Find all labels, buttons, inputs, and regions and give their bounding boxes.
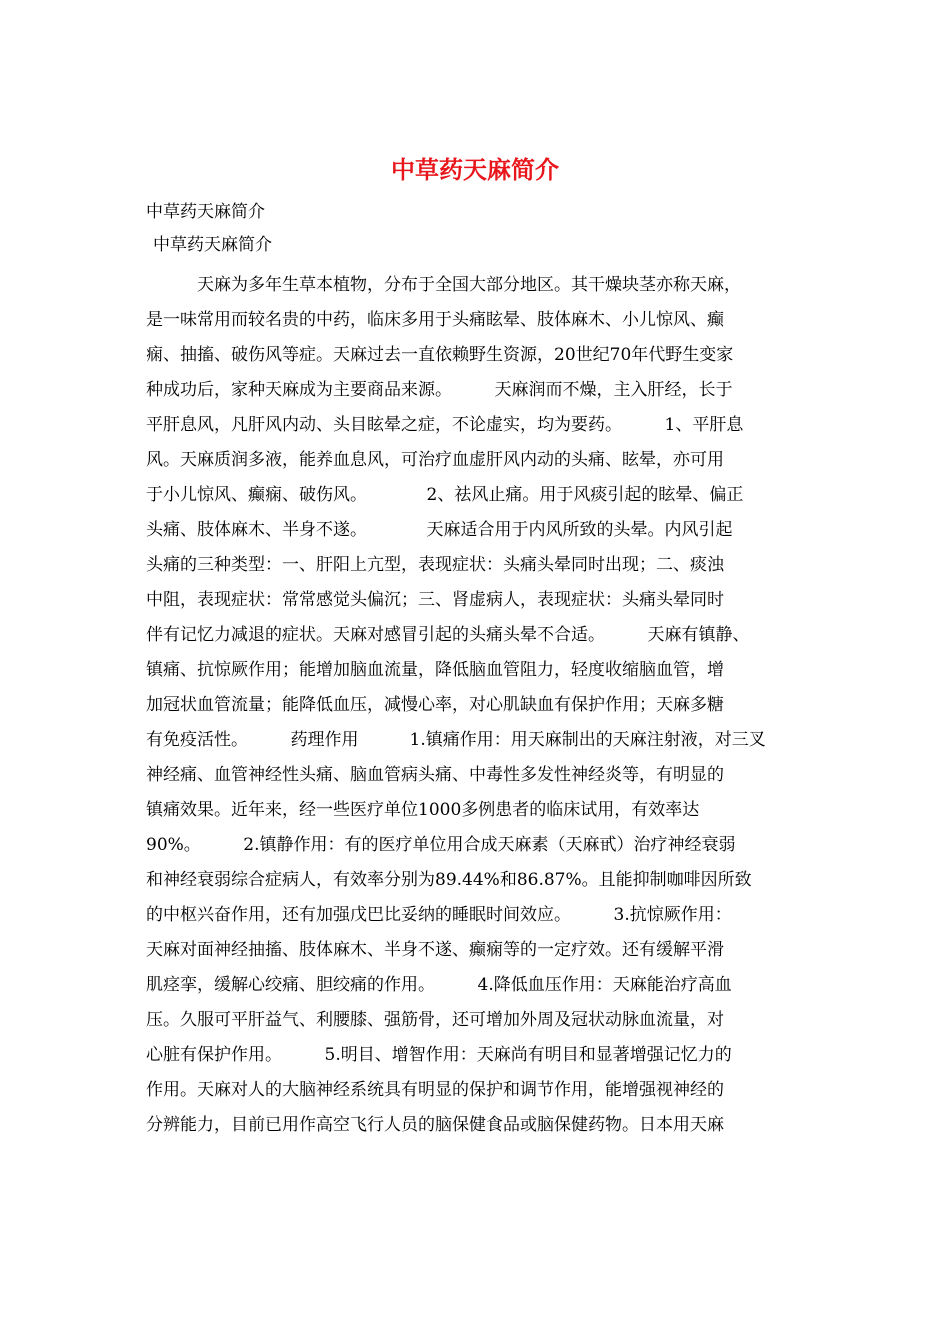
body-text-line: 风。天麻质润多液，能养血息风，可治疗血虚肝风内动的头痛、眩晕，亦可用: [146, 450, 724, 470]
document-title: 中草药天麻简介: [391, 155, 559, 184]
body-text-line: 头痛的三种类型：一、肝阳上亢型，表现症状：头痛头晕同时出现；二、痰浊: [146, 555, 724, 575]
body-text-line: 神经痛、血管神经性头痛、脑血管病头痛、中毒性多发性神经炎等，有明显的: [146, 765, 724, 785]
body-text-line: 镇痛、抗惊厥作用；能增加脑血流量，降低脑血管阻力，轻度收缩脑血管，增: [146, 660, 724, 680]
document-body: [146, 268, 826, 1143]
body-text-line: 的中枢兴奋作用，还有加强戊巴比妥纳的睡眠时间效应。 3.抗惊厥作用：: [146, 905, 732, 925]
body-text-line: 是一味常用而较名贵的中药，临床多用于头痛眩晕、肢体麻木、小儿惊风、癫: [146, 310, 724, 330]
body-text-line: 加冠状血管流量；能降低血压，减慢心率，对心肌缺血有保护作用；天麻多糖: [146, 695, 724, 715]
body-text-line: 分辨能力，目前已用作高空飞行人员的脑保健食品或脑保健药物。日本用天麻: [146, 1115, 724, 1135]
body-text-line: 90%。 2.镇静作用：有的医疗单位用合成天麻素（天麻甙）治疗神经衰弱: [146, 835, 736, 855]
body-text-line: 作用。天麻对人的大脑神经系统具有明显的保护和调节作用，能增强视神经的: [146, 1080, 724, 1100]
body-text-line: 中阻，表现症状：常常感觉头偏沉；三、肾虚病人，表现症状：头痛头晕同时: [146, 590, 724, 610]
body-text-line: 压。久服可平肝益气、利腰膝、强筋骨，还可增加外周及冠状动脉血流量，对: [146, 1010, 724, 1030]
body-text-line: 伴有记忆力减退的症状。天麻对感冒引起的头痛头晕不合适。 天麻有镇静、: [146, 625, 750, 645]
document-subtitle-repeat: 中草药天麻简介: [153, 235, 272, 255]
body-text-line: 于小儿惊风、癫痫、破伤风。 2、祛风止痛。用于风痰引起的眩晕、偏正: [146, 485, 744, 505]
body-text-line: 天麻对面神经抽搐、肢体麻木、半身不遂、癫痫等的一定疗效。还有缓解平滑: [146, 940, 724, 960]
body-text-line: 镇痛效果。近年来，经一些医疗单位1000多例患者的临床试用，有效率达: [146, 800, 700, 820]
body-text-line: 平肝息风，凡肝风内动、头目眩晕之症，不论虚实，均为要药。 1、平肝息: [146, 415, 744, 435]
document-subtitle: 中草药天麻简介: [146, 202, 265, 222]
body-text-line: 和神经衰弱综合症病人，有效率分别为89.44%和86.87%。且能抑制咖啡因所致: [146, 870, 752, 890]
body-text-line: 痫、抽搐、破伤风等症。天麻过去一直依赖野生资源，20世纪70年代野生变家: [146, 345, 734, 365]
body-text-line: 种成功后，家种天麻成为主要商品来源。 天麻润而不燥，主入肝经，长于: [146, 380, 733, 400]
body-text-line: 天麻为多年生草本植物，分布于全国大部分地区。其干燥块茎亦称天麻，: [146, 275, 741, 295]
body-text-line: 有免疫活性。 药理作用 1.镇痛作用：用天麻制出的天麻注射液，对三叉: [146, 730, 766, 750]
body-text-line: 头痛、肢体麻木、半身不遂。 天麻适合用于内风所致的头晕。内风引起: [146, 520, 733, 540]
body-text-line: 心脏有保护作用。 5.明目、增智作用：天麻尚有明目和显著增强记忆力的: [146, 1045, 732, 1065]
body-text-line: 肌痉挛，缓解心绞痛、胆绞痛的作用。 4.降低血压作用：天麻能治疗高血: [146, 975, 732, 995]
